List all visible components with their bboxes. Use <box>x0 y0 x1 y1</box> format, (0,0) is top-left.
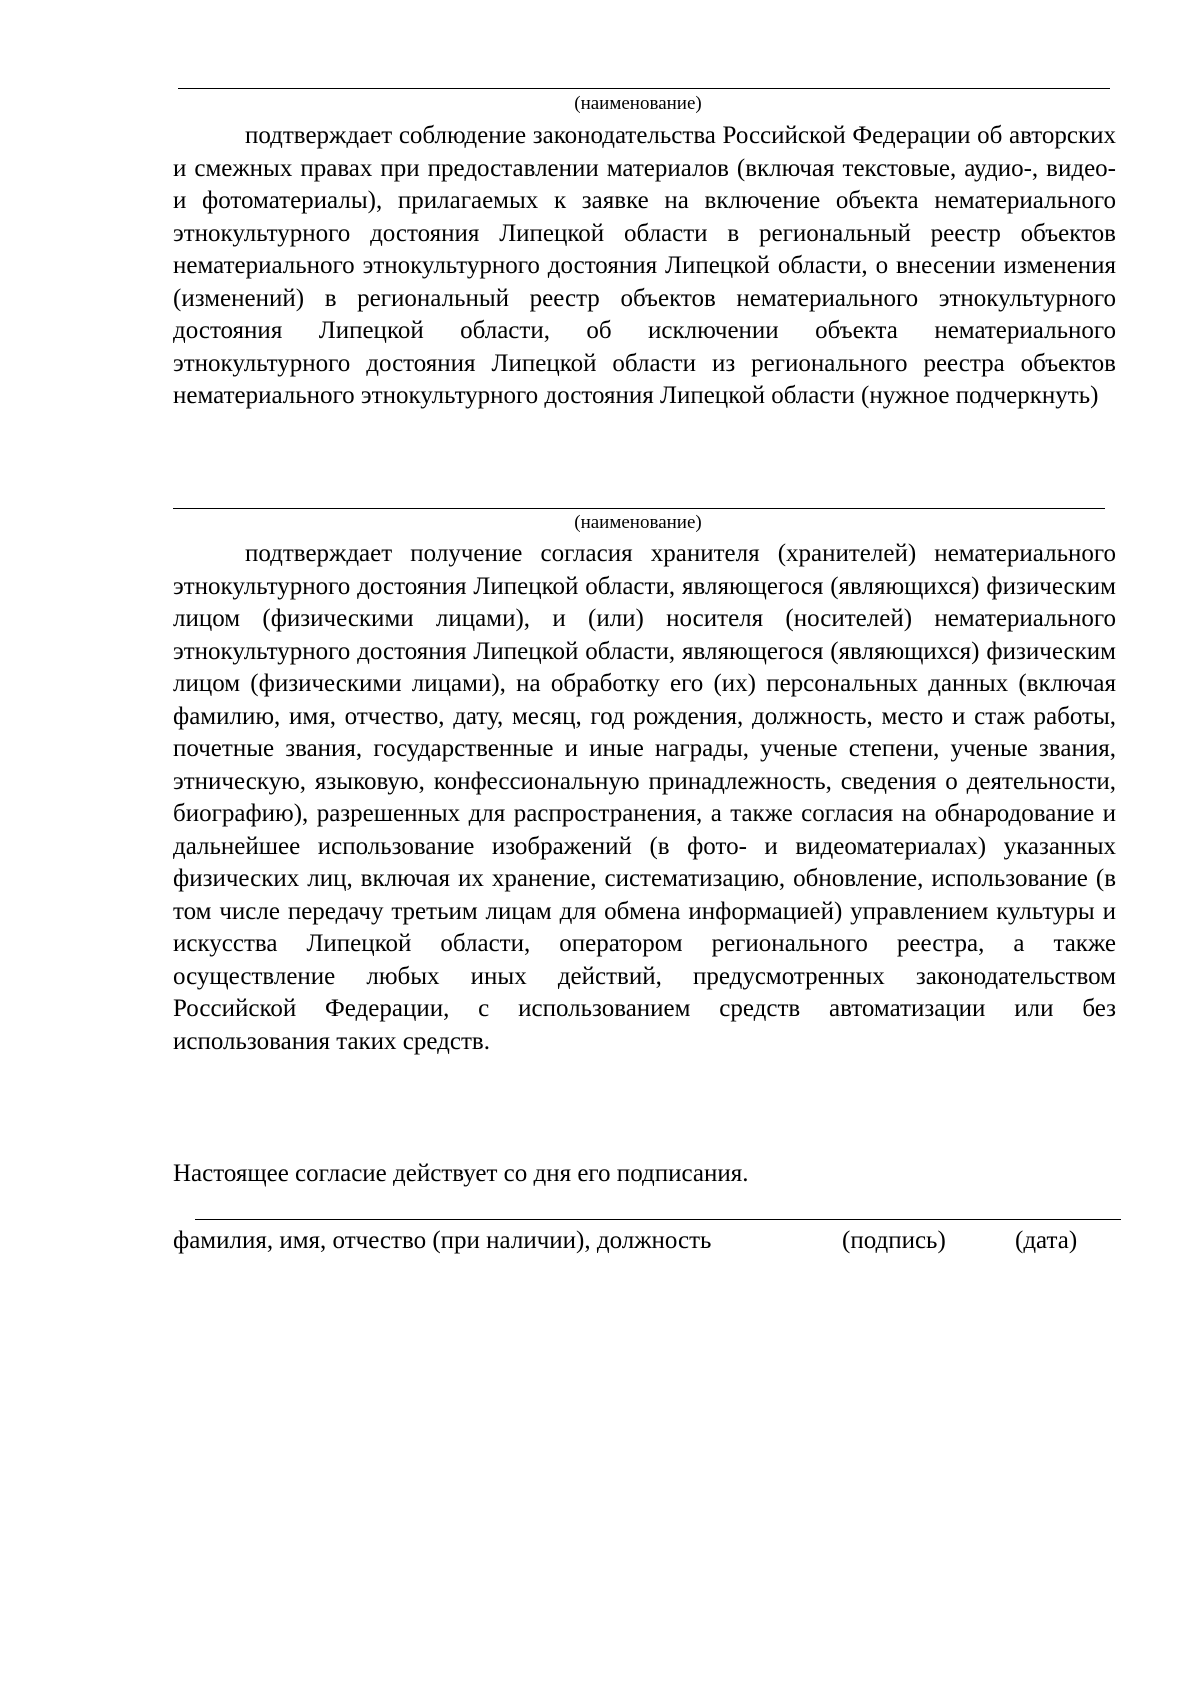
signature-line <box>195 1219 1121 1220</box>
name-underline-2 <box>173 508 1105 509</box>
signature-name-label: фамилия, имя, отчество (при наличии), должность <box>173 1227 712 1254</box>
consent-confirmation-paragraph: подтверждает получение согласия хранителя (хранителей) нематериального этнокультурного достояния Липецкой области, являющегося (являющихся) физическим лицом (физическими лицами), и (или) носителя (носителей) нематериального этнокультурного достояния Липецкой области, являющегося (являющихся) физическим лицом (физическими лицами), на обработку его (их) персональных данных (включая фамилию, имя, отчество, дату, месяц, год рождения, должность, место и стаж работы, почетные звания, государственные и иные награды, ученые степени, ученые звания, этническую, языковую, конфессиональную принадлежность, сведения о деятельности, биографию), разрешенных для распространения, а также согласия на обнародование и дальнейшее использование изображений (в фото- и видеоматериалах) указанных физических лиц, включая их хранение, систематизацию, обновление, использование (в том числе передачу третьим лицам для обмена информацией) управлением культуры и искусства Липецкой области, оператором регионального реестра, а также осуществление любых иных действий, предусмотренных законодательством Российской Федерации, с использованием средств автоматизации или без использования таких средств. <box>173 540 1116 1055</box>
name-caption-2: (наименование) <box>574 512 702 533</box>
signature-date-label: (дата) <box>1015 1227 1078 1254</box>
validity-statement: Настоящее согласие действует со дня его подписания. <box>173 1160 749 1187</box>
signature-sign-label: (подпись) <box>842 1227 946 1254</box>
name-underline-1 <box>178 88 1110 89</box>
copyright-confirmation-paragraph: подтверждает соблюдение законодательства Российской Федерации об авторских и смежных правах при предоставлении материалов (включая текстовые, аудио-, видео- и фотоматериалы), прилагаемых к заявке на включение объекта нематериального этнокультурного достояния Липецкой области в региональный реестр объектов нематериального этнокультурного достояния Липецкой области, о внесении изменения (изменений) в региональный реестр объектов нематериального этнокультурного достояния Липецкой области, об исключении объекта нематериального этнокультурного достояния Липецкой области из регионального реестра объектов нематериального этнокультурного достояния Липецкой области (нужное подчеркнуть) <box>173 122 1116 409</box>
name-caption-1: (наименование) <box>574 93 702 114</box>
